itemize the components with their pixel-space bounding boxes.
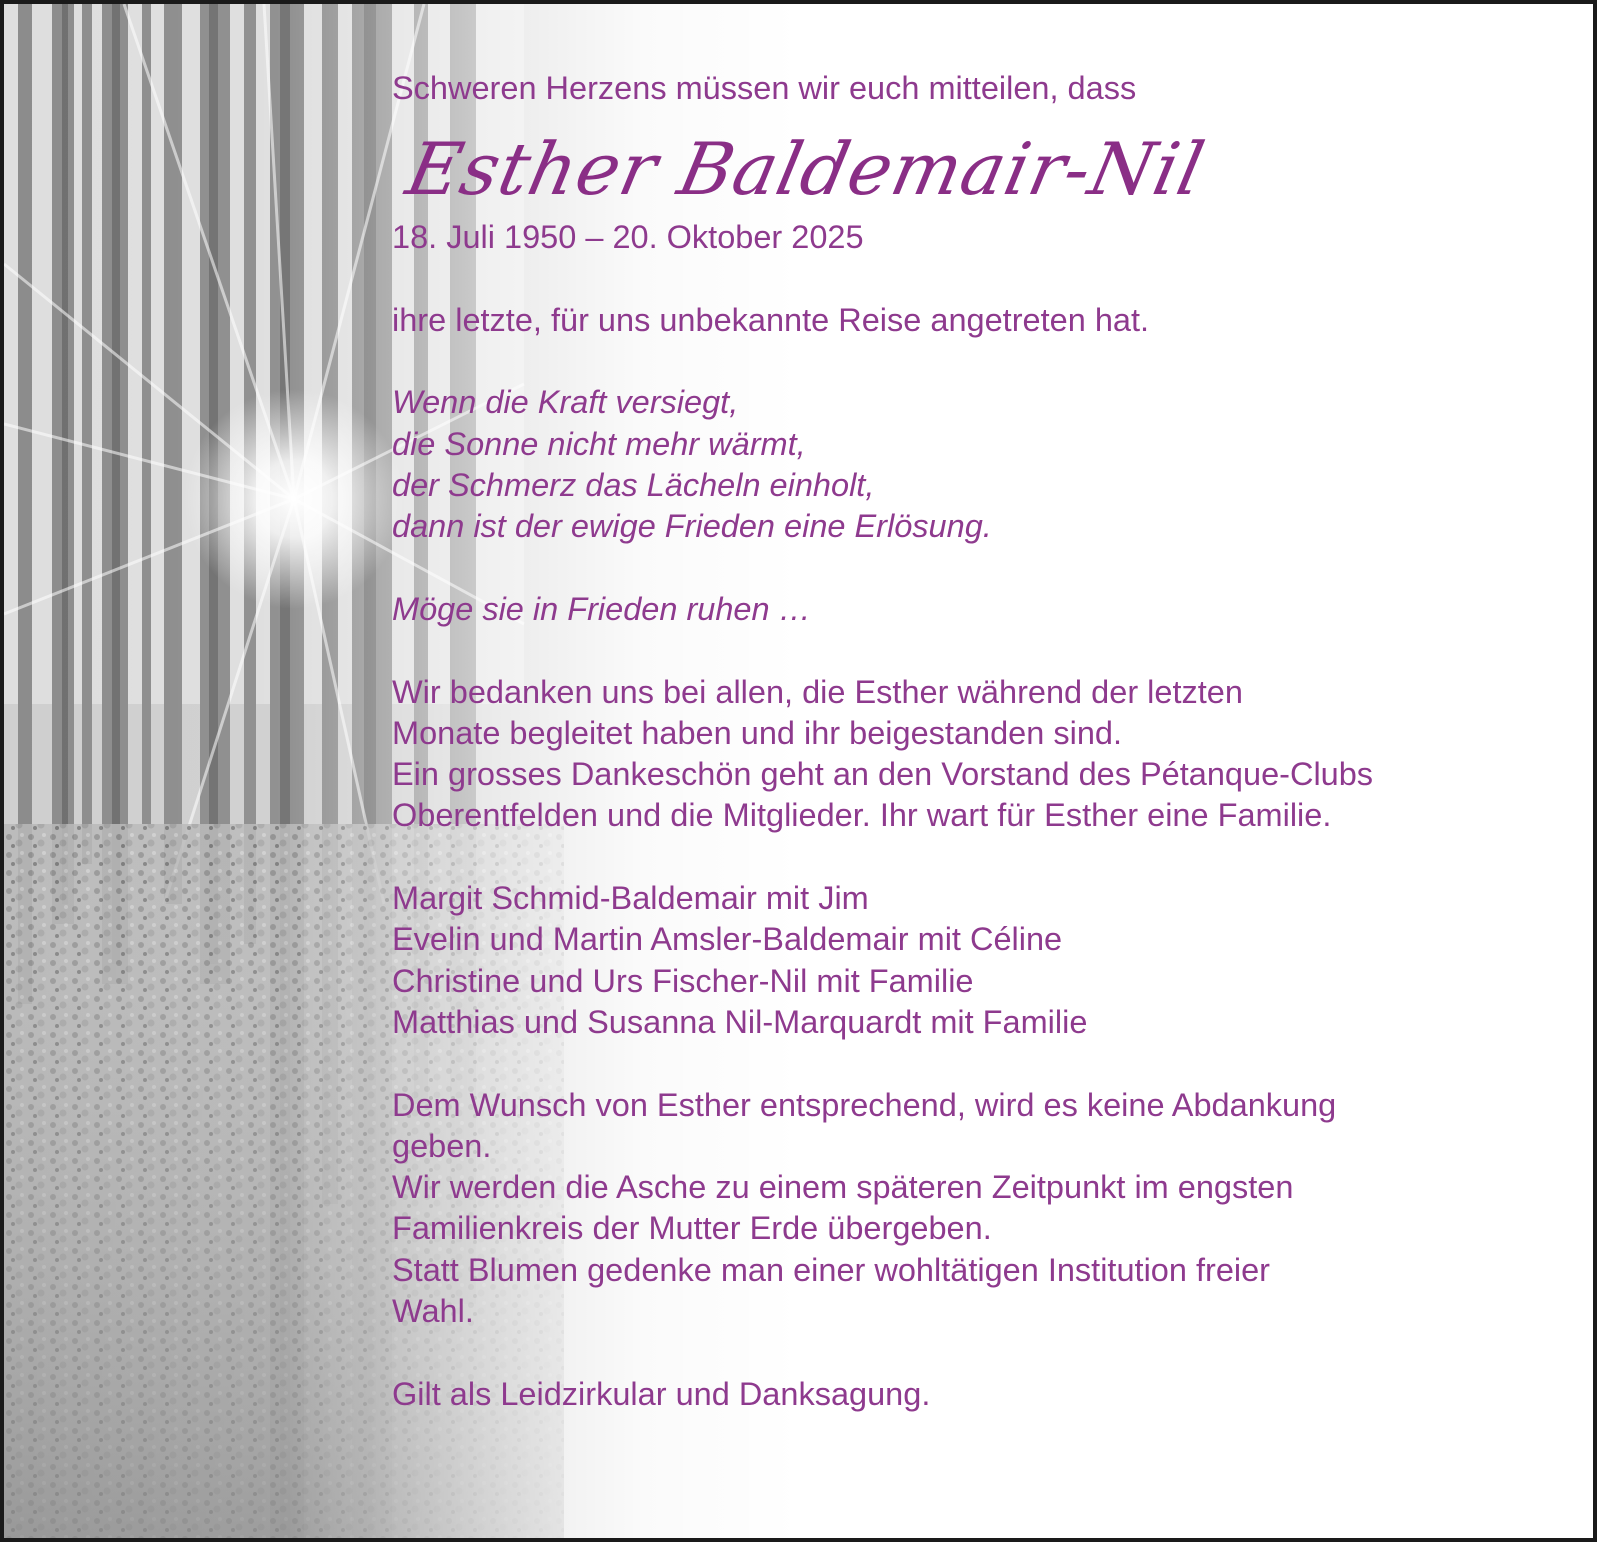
poem-line: dann ist der ewige Frieden eine Erlösung. — [392, 508, 992, 545]
mourner-entry: Matthias und Susanna Nil-Marquardt mit Familie — [392, 1003, 1088, 1040]
life-dates: 18. Juli 1950 – 20. Oktober 2025 — [392, 219, 864, 256]
closing-line: Gilt als Leidzirkular und Danksagung. — [392, 1375, 931, 1412]
rest-in-peace-line: Möge sie in Frieden ruhen … — [392, 590, 812, 627]
poem — [392, 382, 1542, 547]
deceased-name: Esther Baldemair-Nil — [399, 127, 1212, 212]
wishes-line: geben. — [392, 1127, 492, 1164]
intro-line: Schweren Herzens müssen wir euch mitteilen, dass — [392, 70, 1137, 106]
mourner-entry: Evelin und Martin Amsler-Baldemair mit Céline — [392, 921, 1063, 958]
notice-text — [392, 68, 1542, 1415]
poem-line: Wenn die Kraft versiegt, — [392, 384, 739, 421]
poem-line: die Sonne nicht mehr wärmt, — [392, 425, 806, 462]
mourner-entry: Margit Schmid-Baldemair mit Jim — [392, 880, 869, 917]
mourner-entry: Christine und Urs Fischer-Nil mit Familie — [392, 962, 974, 999]
poem-line: der Schmerz das Lächeln einholt, — [392, 467, 875, 504]
journey-line: ihre letzte, für uns unbekannte Reise angetreten hat. — [392, 301, 1150, 338]
wishes-line: Wahl. — [392, 1293, 474, 1330]
thanks-line: Monate begleitet haben und ihr beigestanden sind. — [392, 714, 1122, 751]
thanks-line: Oberentfelden und die Mitglieder. Ihr wart für Esther eine Familie. — [392, 797, 1332, 834]
thanks-line: Ein grosses Dankeschön geht an den Vorstand des Pétanque-Clubs — [392, 756, 1374, 793]
wishes-line: Statt Blumen gedenke man einer wohltätigen Institution freier — [392, 1251, 1271, 1288]
wishes-line: Dem Wunsch von Esther entsprechend, wird es keine Abdankung — [392, 1086, 1337, 1123]
mourners-list — [392, 878, 1542, 1043]
wishes-paragraph — [392, 1085, 1542, 1333]
thanks-line: Wir bedanken uns bei allen, die Esther während der letzten — [392, 673, 1243, 710]
wishes-line: Wir werden die Asche zu einem späteren Zeitpunkt im engsten — [392, 1169, 1294, 1206]
wishes-line: Familienkreis der Mutter Erde übergeben. — [392, 1210, 992, 1247]
thanks-paragraph — [392, 672, 1542, 837]
